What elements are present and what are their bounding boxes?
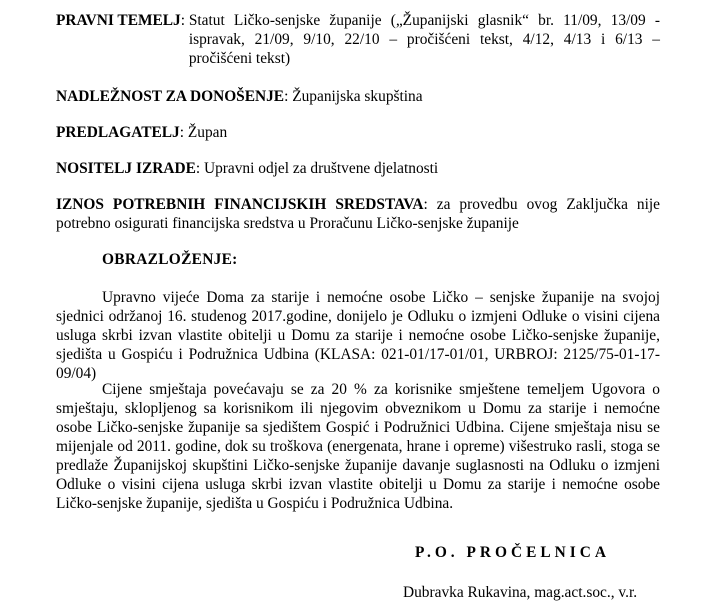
author-value: Upravni odjel za društvene djelatnosti [203,160,439,177]
explanation-paragraph-2: Cijene smještaja povećavaju se za 20 % za korisnike smještene temeljem Ugovora o smještaju, sklopljenog sa korisnikom ili njegovim obveznikom u Domu za starije i nemoćne osobe Ličko-senjske županije sa sjedištem Gospić i Podružnici Udbina. Cijene smještaja nisu se mijenjale od 2011. godine, dok su troškova (energenata, hrane i opreme) višestruko rasli, stoga se predlaže Županijskoj skupštini Ličko-senjske županije davanje suglasnosti na Odluku o izmjeni Odluke o visini cijena usluga skrbi izvan vlastite obitelji u Domu za starije i nemoćne osobe Ličko-senjske županije, sjedišta u Gospiću i Podružnica Udbina. [56,381,660,512]
competence-value: Županijska skupština [292,88,423,105]
proposer-label: PREDLAGATELJ [56,124,180,141]
funds-label: IZNOS POTREBNIH FINANCIJSKIH SREDSTAVA [56,196,424,213]
funds-field: IZNOS POTREBNIH FINANCIJSKIH SREDSTAVA: za provedbu ovog Zaključka nije potrebno osigurati financijska sredstva u Proračunu Ličko-senjske županije [56,196,661,232]
proposer-value: Župan [187,124,228,141]
funds-value: za provedbu ovog Zaključka nije potrebno osigurati financijska sredstva u Proračunu Ličko-senjske županije [56,196,661,232]
explanation-heading: OBRAZLOŽENJE: [102,251,238,268]
legal-basis-field: PRAVNI TEMELJ: Statut Ličko-senjske županije („Županijski glasnik“ br. 11/09, 13/09 - ispravak, 21/09, 9/10, 22/10 – pročišćeni tekst, 4/12, 4/13 i 6/13 – pročišćeni tekst) [56,12,660,67]
author-label: NOSITELJ IZRADE [56,160,196,177]
proposer-field: PREDLAGATELJ: Župan [56,124,228,141]
competence-field: NADLEŽNOST ZA DONOŠENJE: Županijska skupština [56,88,423,105]
competence-label: NADLEŽNOST ZA DONOŠENJE [56,88,285,105]
legal-basis-label: PRAVNI TEMELJ [56,12,181,29]
legal-basis-value: Statut Ličko-senjske županije („Županijski glasnik“ br. 11/09, 13/09 - ispravak, 21/09, 9/10, 22/10 – pročišćeni tekst, 4/12, 4/13 i 6/13 – pročišćeni tekst) [188,12,660,67]
signature-name: Dubravka Rukavina, mag.act.soc., v.r. [403,584,638,601]
explanation-paragraph-1: Upravno vijeće Doma za starije i nemoćne osobe Ličko – senjske županije na svojoj sjednici održanoj 16. studenog 2017.godine, donijelo je Odluku o izmjeni Odluke o visini cijena usluga skrbi izvan vlastite obitelji u Domu za starije i nemoćne osobe Ličko-senjske županije, sjedišta u Gospiću i Podružnica Udbina (KLASA: 021-01/17-01/01, URBROJ: 2125/75-01-17-09/04) [56,289,660,382]
signature-title: P.O. PROČELNICA [415,544,610,561]
author-field: NOSITELJ IZRADE: Upravni odjel za društvene djelatnosti [56,160,439,177]
